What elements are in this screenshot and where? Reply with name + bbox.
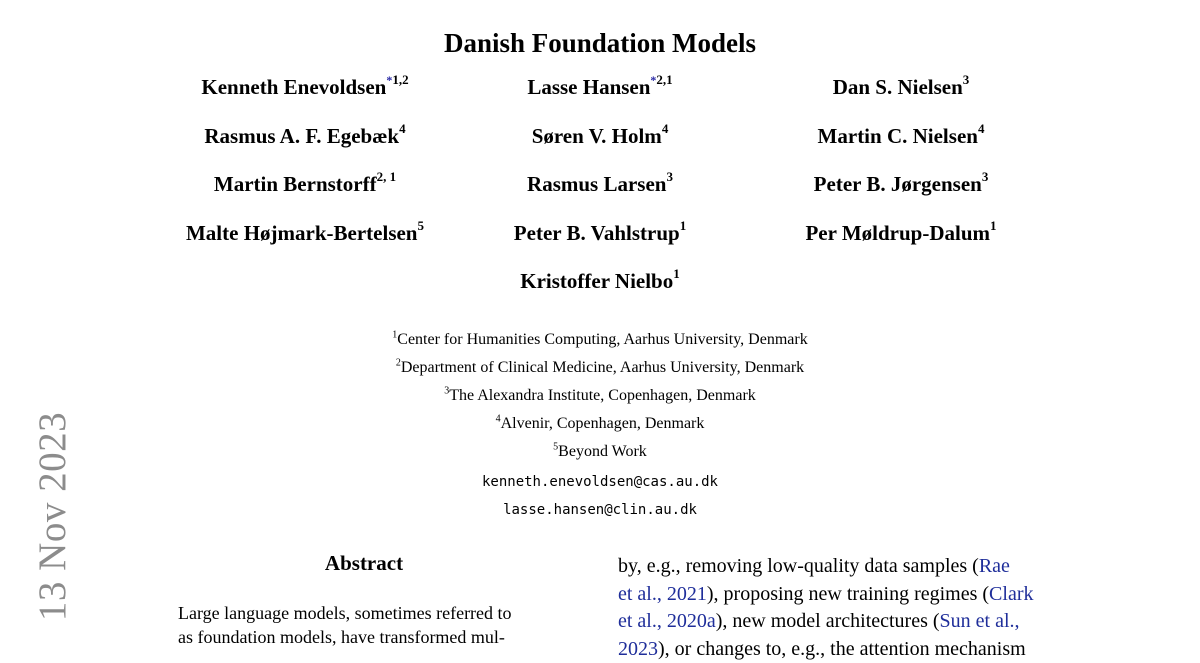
affiliation-5	[0, 443, 1200, 461]
author-name: Rasmus A. F. Egebæk	[204, 124, 399, 148]
author-6	[741, 124, 1061, 149]
author-5	[440, 124, 760, 149]
author-affil-sup: 4	[399, 121, 406, 136]
affiliation-number: 2	[396, 358, 401, 369]
affiliation-text: The Alexandra Institute, Copenhagen, Denmark	[449, 387, 756, 404]
affiliation-4	[0, 415, 1200, 433]
intro-text	[618, 553, 1062, 663]
author-affil-sup: 4	[978, 121, 985, 136]
author-name: Peter B. Jørgensen	[814, 172, 982, 196]
author-name: Per Møldrup-Dalum	[805, 221, 990, 245]
abstract-line: as foundation models, have transformed mul-	[178, 625, 558, 649]
body-text: by, e.g., removing low-quality data samples (	[618, 555, 979, 577]
affiliation-number: 1	[392, 330, 397, 341]
author-affil-sup: 1	[673, 266, 680, 281]
affiliation-2	[0, 359, 1200, 377]
body-line-3	[618, 608, 1062, 636]
author-13	[440, 269, 760, 294]
email-2[interactable]: lasse.hansen@clin.au.dk	[0, 502, 1200, 518]
arxiv-date-text: 13 Nov 2023	[31, 411, 76, 620]
body-text: ), or changes to, e.g., the attention mechanism	[658, 638, 1026, 660]
affiliation-3	[0, 387, 1200, 405]
affiliation-number: 3	[444, 386, 449, 397]
author-1	[145, 75, 465, 100]
author-affil-sup: 4	[662, 121, 669, 136]
author-2	[440, 75, 760, 100]
author-name: Kenneth Enevoldsen	[201, 75, 386, 99]
author-9	[741, 172, 1061, 197]
affiliation-text: Beyond Work	[558, 443, 647, 460]
author-affil-sup: 2,1	[656, 72, 672, 87]
body-text: ), new model architectures (	[716, 610, 940, 632]
author-12	[741, 221, 1061, 246]
author-4	[145, 124, 465, 149]
citation-link[interactable]: Clark	[989, 583, 1033, 605]
author-affil-sup: 1,2	[392, 72, 408, 87]
author-name: Søren V. Holm	[532, 124, 662, 148]
author-affil-sup: 3	[963, 72, 970, 87]
paper-title: Danish Foundation Models	[0, 28, 1200, 59]
citation-link[interactable]: 2023	[618, 638, 658, 660]
affiliation-text: Department of Clinical Medicine, Aarhus University, Denmark	[401, 359, 804, 376]
citation-link[interactable]: et al., 2021	[618, 583, 707, 605]
abstract-line: Large language models, sometimes referred to	[178, 601, 558, 625]
equal-contribution-mark: *	[650, 73, 656, 87]
author-affil-sup: 2, 1	[377, 169, 397, 184]
citation-link[interactable]: Rae	[979, 555, 1010, 577]
author-name: Rasmus Larsen	[527, 172, 666, 196]
author-name: Lasse Hansen	[527, 75, 650, 99]
author-8	[440, 172, 760, 197]
author-name: Martin Bernstorff	[214, 172, 377, 196]
author-name: Dan S. Nielsen	[833, 75, 963, 99]
author-name: Peter B. Vahlstrup	[514, 221, 680, 245]
author-affil-sup: 3	[982, 169, 989, 184]
affiliation-number: 4	[496, 414, 501, 425]
author-11	[440, 221, 760, 246]
affiliation-text: Center for Humanities Computing, Aarhus University, Denmark	[397, 331, 807, 348]
body-line-1	[618, 553, 1062, 581]
author-affil-sup: 3	[666, 169, 673, 184]
author-name: Malte Højmark-Bertelsen	[186, 221, 418, 245]
body-line-4	[618, 636, 1062, 663]
author-name: Kristoffer Nielbo	[520, 269, 673, 293]
author-10	[145, 221, 465, 246]
citation-link[interactable]: Sun et al.,	[940, 610, 1020, 632]
affiliation-1	[0, 331, 1200, 349]
affiliation-number: 5	[553, 442, 558, 453]
author-7	[145, 172, 465, 197]
author-name: Martin C. Nielsen	[818, 124, 978, 148]
abstract-heading: Abstract	[178, 551, 550, 576]
author-affil-sup: 1	[990, 218, 997, 233]
author-3	[741, 75, 1061, 100]
email-1[interactable]: kenneth.enevoldsen@cas.au.dk	[0, 474, 1200, 490]
abstract-text	[178, 601, 558, 649]
equal-contribution-mark: *	[386, 73, 392, 87]
citation-link[interactable]: et al., 2020a	[618, 610, 716, 632]
author-affil-sup: 1	[680, 218, 687, 233]
author-affil-sup: 5	[418, 218, 425, 233]
body-line-2	[618, 581, 1062, 609]
body-text: ), proposing new training regimes (	[707, 583, 989, 605]
affiliation-text: Alvenir, Copenhagen, Denmark	[501, 415, 705, 432]
